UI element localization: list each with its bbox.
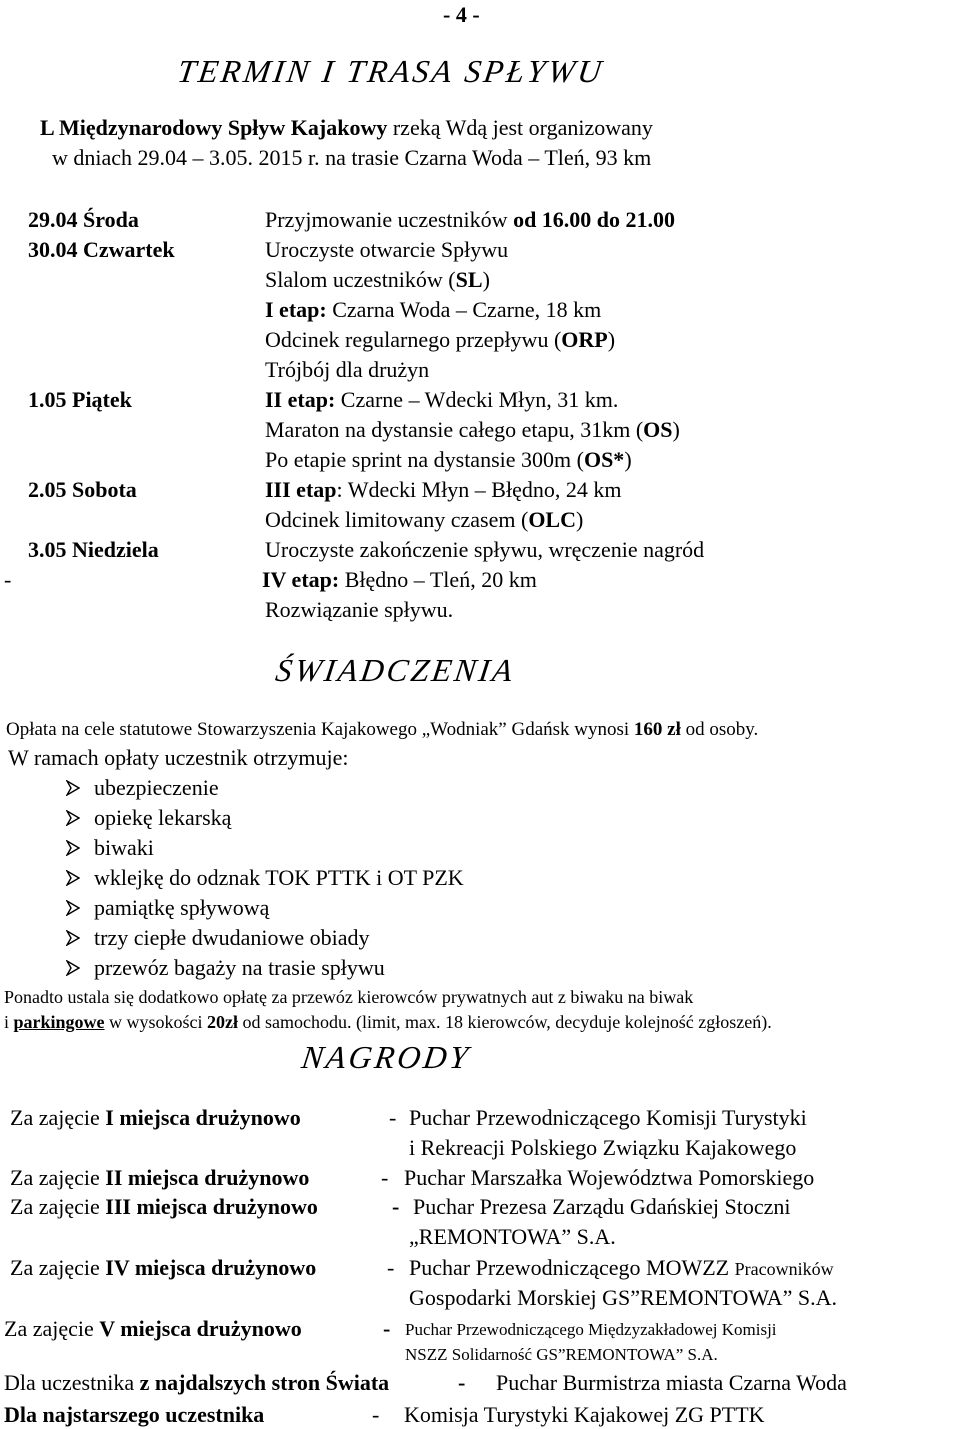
schedule-line: III etap: Wdecki Młyn – Błędno, 24 km	[265, 477, 622, 502]
extra-fee-line-2: i parkingowe w wysokości 20zł od samochodu. (limit, max. 18 kierowców, decyduje kolejność zgłoszeń).	[4, 1012, 772, 1032]
arrowhead-bullet-icon	[66, 930, 80, 946]
section-heading-nagrody: NAGRODY	[299, 1039, 474, 1075]
prize-label: Za zajęcie IV miejsca drużynowo	[10, 1255, 317, 1280]
section-heading-termin: TERMIN I TRASA SPŁYWU	[175, 53, 607, 89]
page-number: - 4 -	[443, 2, 480, 27]
schedule-line: Uroczyste otwarcie Spływu	[265, 237, 509, 262]
intro-line-1: L Międzynarodowy Spływ Kajakowy rzeką Wdą jest organizowany	[40, 115, 653, 140]
prize-dash: -	[392, 1194, 400, 1219]
schedule-day: 1.05 Piątek	[28, 387, 132, 412]
prize-text: Puchar Przewodniczącego Międzyzakładowej Komisji	[405, 1320, 777, 1339]
schedule-line: Odcinek limitowany czasem (OLC)	[265, 507, 584, 532]
extra-fee-line-1: Ponadto ustala się dodatkowo opłatę za przewóz kierowców prywatnych aut z biwaku na biwak	[4, 987, 694, 1007]
prize-text: NSZZ Solidarność GS”REMONTOWA” S.A.	[405, 1345, 718, 1364]
section-heading-swiadczenia: ŚWIADCZENIA	[273, 652, 518, 688]
prize-dash: -	[458, 1370, 466, 1395]
schedule-line: Slalom uczestników (SL)	[265, 267, 490, 292]
arrowhead-bullet-icon	[66, 960, 80, 976]
arrowhead-bullet-icon	[66, 780, 80, 796]
prize-label: Za zajęcie II miejsca drużynowo	[10, 1165, 310, 1190]
schedule-line: Przyjmowanie uczestników od 16.00 do 21.00	[265, 207, 676, 232]
prize-label: Za zajęcie III miejsca drużynowo	[10, 1194, 318, 1219]
prize-dash: -	[372, 1402, 380, 1427]
prize-label: Za zajęcie I miejsca drużynowo	[10, 1105, 301, 1130]
prize-dash: -	[389, 1105, 397, 1130]
intro-line-2: w dniach 29.04 – 3.05. 2015 r. na trasie Czarna Woda – Tleń, 93 km	[52, 145, 652, 170]
schedule-line: Odcinek regularnego przepływu (ORP)	[265, 327, 616, 352]
prize-text: Puchar Marszałka Województwa Pomorskiego	[404, 1165, 815, 1190]
prize-label: Dla uczestnika z najdalszych stron Świata	[4, 1370, 390, 1395]
prize-dash: -	[387, 1255, 395, 1280]
fee-text: Opłata na cele statutowe Stowarzyszenia Kajakowego „Wodniak” Gdańsk wynosi 160 zł od osoby.	[6, 719, 759, 740]
schedule-day: -	[4, 567, 12, 592]
prize-text: Puchar Prezesa Zarządu Gdańskiej Stoczni	[413, 1194, 791, 1219]
list-item: opiekę lekarską	[66, 807, 231, 829]
prize-text: Komisja Turystyki Kajakowej ZG PTTK	[404, 1402, 765, 1427]
schedule-day: 2.05 Sobota	[28, 477, 137, 502]
schedule-line: Maraton na dystansie całego etapu, 31km (OS)	[265, 417, 680, 442]
schedule-day: 30.04 Czwartek	[28, 237, 175, 262]
prize-label: Dla najstarszego uczestnika	[4, 1402, 265, 1427]
schedule-day: 3.05 Niedziela	[28, 537, 159, 562]
list-item: przewóz bagaży na trasie spływu	[66, 957, 385, 979]
arrowhead-bullet-icon	[66, 810, 80, 826]
prize-text: Puchar Przewodniczącego Komisji Turystyki	[409, 1105, 807, 1130]
list-item: wklejkę do odznak TOK PTTK i OT PZK	[66, 867, 464, 889]
prize-text: i Rekreacji Polskiego Związku Kajakowego	[409, 1135, 797, 1160]
schedule-line: Uroczyste zakończenie spływu, wręczenie nagród	[265, 537, 705, 562]
arrowhead-bullet-icon	[66, 840, 80, 856]
prize-label: Za zajęcie V miejsca drużynowo	[4, 1316, 302, 1341]
benefits-intro: W ramach opłaty uczestnik otrzymuje:	[8, 745, 349, 770]
list-item: trzy ciepłe dwudaniowe obiady	[66, 927, 370, 949]
prize-dash: -	[383, 1316, 391, 1341]
schedule-line: I etap: Czarna Woda – Czarne, 18 km	[265, 297, 602, 322]
schedule-line: Trójbój dla drużyn	[265, 357, 430, 382]
schedule-day: 29.04 Środa	[28, 207, 139, 232]
list-item: ubezpieczenie	[66, 777, 219, 799]
prize-text: Puchar Przewodniczącego MOWZZ Pracowników	[409, 1255, 834, 1280]
prize-text: Puchar Burmistrza miasta Czarna Woda	[496, 1370, 847, 1395]
list-item: pamiątkę spływową	[66, 897, 269, 919]
prize-text: „REMONTOWA” S.A.	[409, 1224, 616, 1249]
prize-dash: -	[381, 1165, 389, 1190]
prize-text: Gospodarki Morskiej GS”REMONTOWA” S.A.	[409, 1285, 837, 1310]
arrowhead-bullet-icon	[66, 900, 80, 916]
arrowhead-bullet-icon	[66, 870, 80, 886]
schedule-line: II etap: Czarne – Wdecki Młyn, 31 km.	[265, 387, 619, 412]
schedule-line: Rozwiązanie spływu.	[265, 597, 454, 622]
list-item: biwaki	[66, 837, 154, 859]
schedule-line: IV etap: Błędno – Tleń, 20 km	[262, 567, 537, 592]
schedule-line: Po etapie sprint na dystansie 300m (OS*)	[265, 447, 632, 472]
